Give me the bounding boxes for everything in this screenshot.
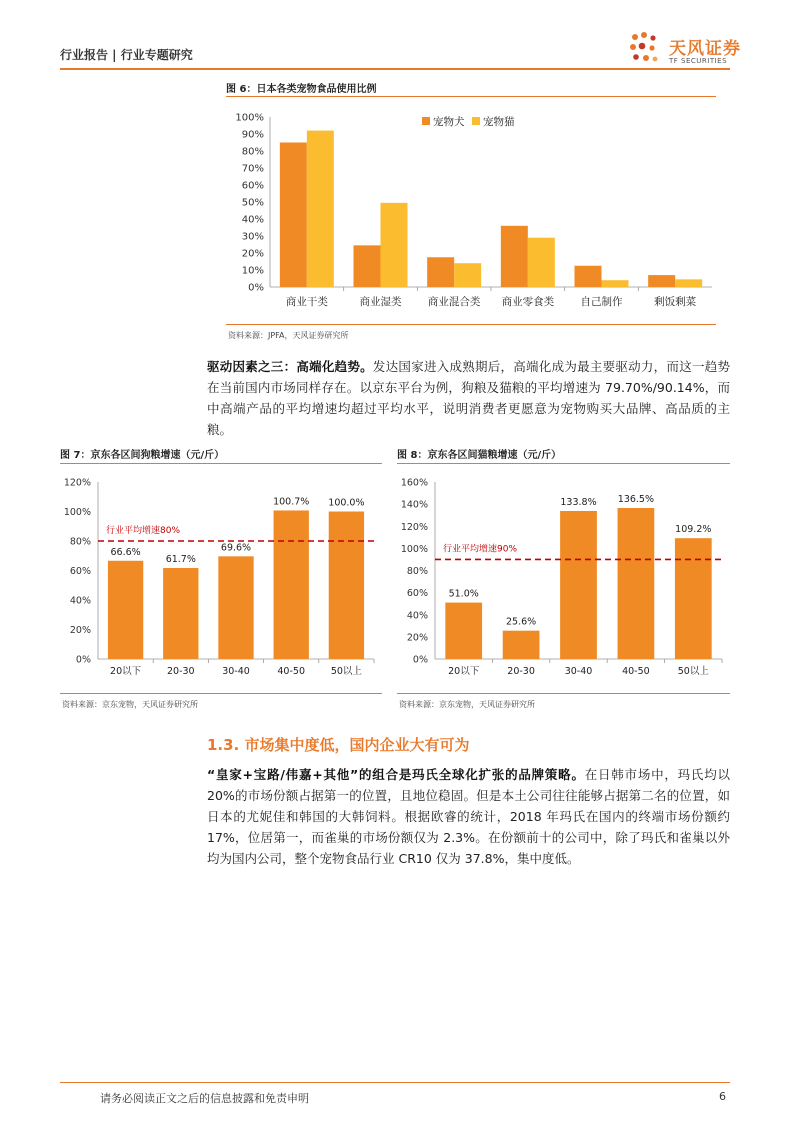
x-tick-label: 50以上 — [330, 666, 362, 677]
bar-cat — [454, 263, 481, 287]
y-tick-label: 60% — [241, 180, 264, 192]
fig6-top-rule — [226, 96, 716, 97]
paragraph-drivers-body: 发达国家进入成熟期后，高端化成为最主要驱动力，而这一趋势在当前国内市场同样存在。以京东平台为例，狗粮及猫粮的平均增速为 79.70%/90.14%，而中高端产品的平均增速均超过平均水平，说明消费者更愿意为宠物购买大品牌、高品质的主粮。 — [207, 359, 730, 437]
y-tick-label: 0% — [412, 654, 428, 666]
x-tick-label: 商业湿类 — [359, 296, 402, 308]
fig6-title: 图 6：日本各类宠物食品使用比例 — [226, 84, 377, 95]
y-tick-label: 120% — [400, 521, 428, 533]
logo-subtext: TF SECURITIES — [669, 57, 728, 65]
fig8-top-rule — [397, 463, 730, 464]
y-tick-label: 80% — [406, 566, 428, 577]
x-tick-label: 30-40 — [564, 666, 593, 677]
bar-dog — [280, 143, 307, 288]
fig7-top-rule — [60, 463, 382, 464]
bar-dog — [501, 226, 528, 287]
y-tick-label: 100% — [235, 112, 264, 124]
y-tick-label: 160% — [400, 477, 428, 489]
y-tick-label: 80% — [241, 146, 264, 158]
x-tick-label: 40-50 — [277, 666, 306, 677]
data-label: 61.7% — [165, 553, 196, 565]
fig8-chart — [397, 468, 730, 690]
fig6-source: 资料来源：JPFA，天风证券研究所 — [228, 331, 349, 340]
reference-label: 行业平均增速80% — [106, 526, 181, 536]
footer-disclaimer: 请务必阅读正文之后的信息披露和免责申明 — [100, 1092, 309, 1105]
y-tick-label: 120% — [63, 477, 91, 489]
bar — [163, 568, 198, 659]
y-tick-label: 40% — [69, 595, 91, 607]
bar — [675, 538, 712, 659]
paragraph-mars-lead: “皇家+宝路/伟嘉+其他”的组合是玛氏全球化扩张的品牌策略。 — [207, 767, 585, 782]
fig7-chart — [60, 468, 382, 690]
y-tick-label: 70% — [241, 163, 264, 175]
fig8-title: 图 8：京东各区间猫粮增速（元/斤） — [397, 450, 562, 461]
data-label: 133.8% — [560, 496, 597, 508]
x-tick-label: 20-30 — [166, 666, 195, 677]
paragraph-drivers-lead: 驱动因素之三：高端化趋势。 — [207, 359, 373, 374]
bar-dog — [648, 275, 675, 287]
fig7-title: 图 7：京东各区间狗粮增速（元/斤） — [60, 450, 225, 461]
data-label: 100.0% — [328, 497, 365, 509]
fig6-chart — [226, 100, 716, 320]
legend-swatch — [422, 117, 430, 125]
fig7-source: 资料来源：京东宠物，天风证券研究所 — [62, 700, 198, 709]
bar — [503, 631, 540, 659]
fig8-source: 资料来源：京东宠物，天风证券研究所 — [399, 700, 535, 709]
x-tick-label: 30-40 — [222, 666, 250, 677]
fig6-bottom-rule — [226, 324, 716, 325]
bar — [274, 510, 309, 659]
y-tick-label: 60% — [69, 566, 91, 577]
logo-text: 天风证券 — [669, 39, 741, 59]
bar-cat — [528, 238, 555, 287]
y-tick-label: 90% — [241, 129, 264, 141]
bar — [329, 512, 364, 660]
bar-dog — [575, 266, 602, 287]
x-tick-label: 商业干类 — [285, 296, 328, 308]
y-tick-label: 80% — [69, 536, 91, 548]
footer-divider — [60, 1082, 730, 1083]
reference-label: 行业平均增速90% — [443, 544, 518, 555]
report-category: 行业报告 | 行业专题研究 — [60, 48, 193, 62]
data-label: 69.6% — [220, 542, 252, 554]
x-tick-label: 20以下 — [448, 666, 480, 677]
y-tick-label: 40% — [406, 610, 428, 622]
y-tick-label: 20% — [406, 632, 428, 644]
x-tick-label: 商业混合类 — [427, 296, 481, 308]
bar — [445, 603, 482, 659]
y-tick-label: 140% — [400, 499, 428, 511]
paragraph-mars — [207, 764, 730, 869]
bar-dog — [427, 257, 454, 287]
y-tick-label: 60% — [406, 588, 428, 600]
y-tick-label: 20% — [69, 625, 91, 636]
bar — [218, 556, 253, 659]
header-divider — [60, 68, 730, 70]
bar-cat — [381, 203, 408, 287]
x-tick-label: 40-50 — [622, 666, 650, 677]
bar — [108, 561, 143, 659]
legend-swatch — [472, 117, 480, 125]
paragraph-mars-body: 在日韩市场中，玛氏均以 20%的市场份额占据第一的位置，且地位稳固。但是本土公司往往能够占据第二名的位置，如日本的尤妮佳和韩国的大韩饲料。根据欧睿的统计，2018 年玛氏在国内的终端市场份额约 17%，位居第一，而雀巢的市场份额仅为 2.3%。在份额前十的公司中，除了玛氏和雀巢以外均为国内公司，整个宠物食品行业 CR10 仅为 37.8%，集中度低。 — [207, 767, 730, 866]
y-tick-label: 50% — [241, 197, 264, 209]
legend-label: 宠物猫 — [483, 116, 515, 128]
data-label: 136.5% — [617, 493, 655, 505]
y-tick-label: 20% — [241, 248, 264, 260]
bar-cat — [675, 279, 702, 287]
y-tick-label: 40% — [241, 214, 264, 226]
bar — [560, 511, 597, 659]
x-tick-label: 20以下 — [110, 666, 142, 677]
data-label: 100.7% — [273, 496, 310, 508]
bar-cat — [602, 280, 629, 287]
y-tick-label: 30% — [241, 231, 264, 243]
paragraph-drivers — [207, 356, 730, 440]
x-tick-label: 剩饭剩菜 — [654, 296, 697, 308]
fig7-bottom-rule — [60, 693, 382, 694]
section-title: 1.3. 市场集中度低，国内企业大有可为 — [207, 736, 470, 754]
y-tick-label: 0% — [75, 654, 91, 666]
bar-cat — [307, 131, 334, 287]
bar-dog — [354, 245, 381, 287]
fig8-bottom-rule — [397, 693, 730, 694]
data-label: 51.0% — [448, 588, 479, 600]
x-tick-label: 自己制作 — [580, 296, 623, 308]
legend-label: 宠物犬 — [433, 116, 465, 128]
y-tick-label: 10% — [241, 265, 264, 277]
data-label: 66.6% — [110, 546, 141, 558]
y-tick-label: 0% — [248, 282, 264, 294]
x-tick-label: 20-30 — [507, 666, 535, 677]
y-tick-label: 100% — [63, 507, 91, 518]
data-label: 109.2% — [675, 524, 712, 536]
data-label: 25.6% — [506, 616, 537, 628]
x-tick-label: 商业零食类 — [501, 296, 555, 308]
page-number: 6 — [719, 1090, 726, 1103]
x-tick-label: 50以上 — [677, 666, 709, 677]
bar — [618, 508, 655, 659]
y-tick-label: 100% — [400, 543, 428, 555]
